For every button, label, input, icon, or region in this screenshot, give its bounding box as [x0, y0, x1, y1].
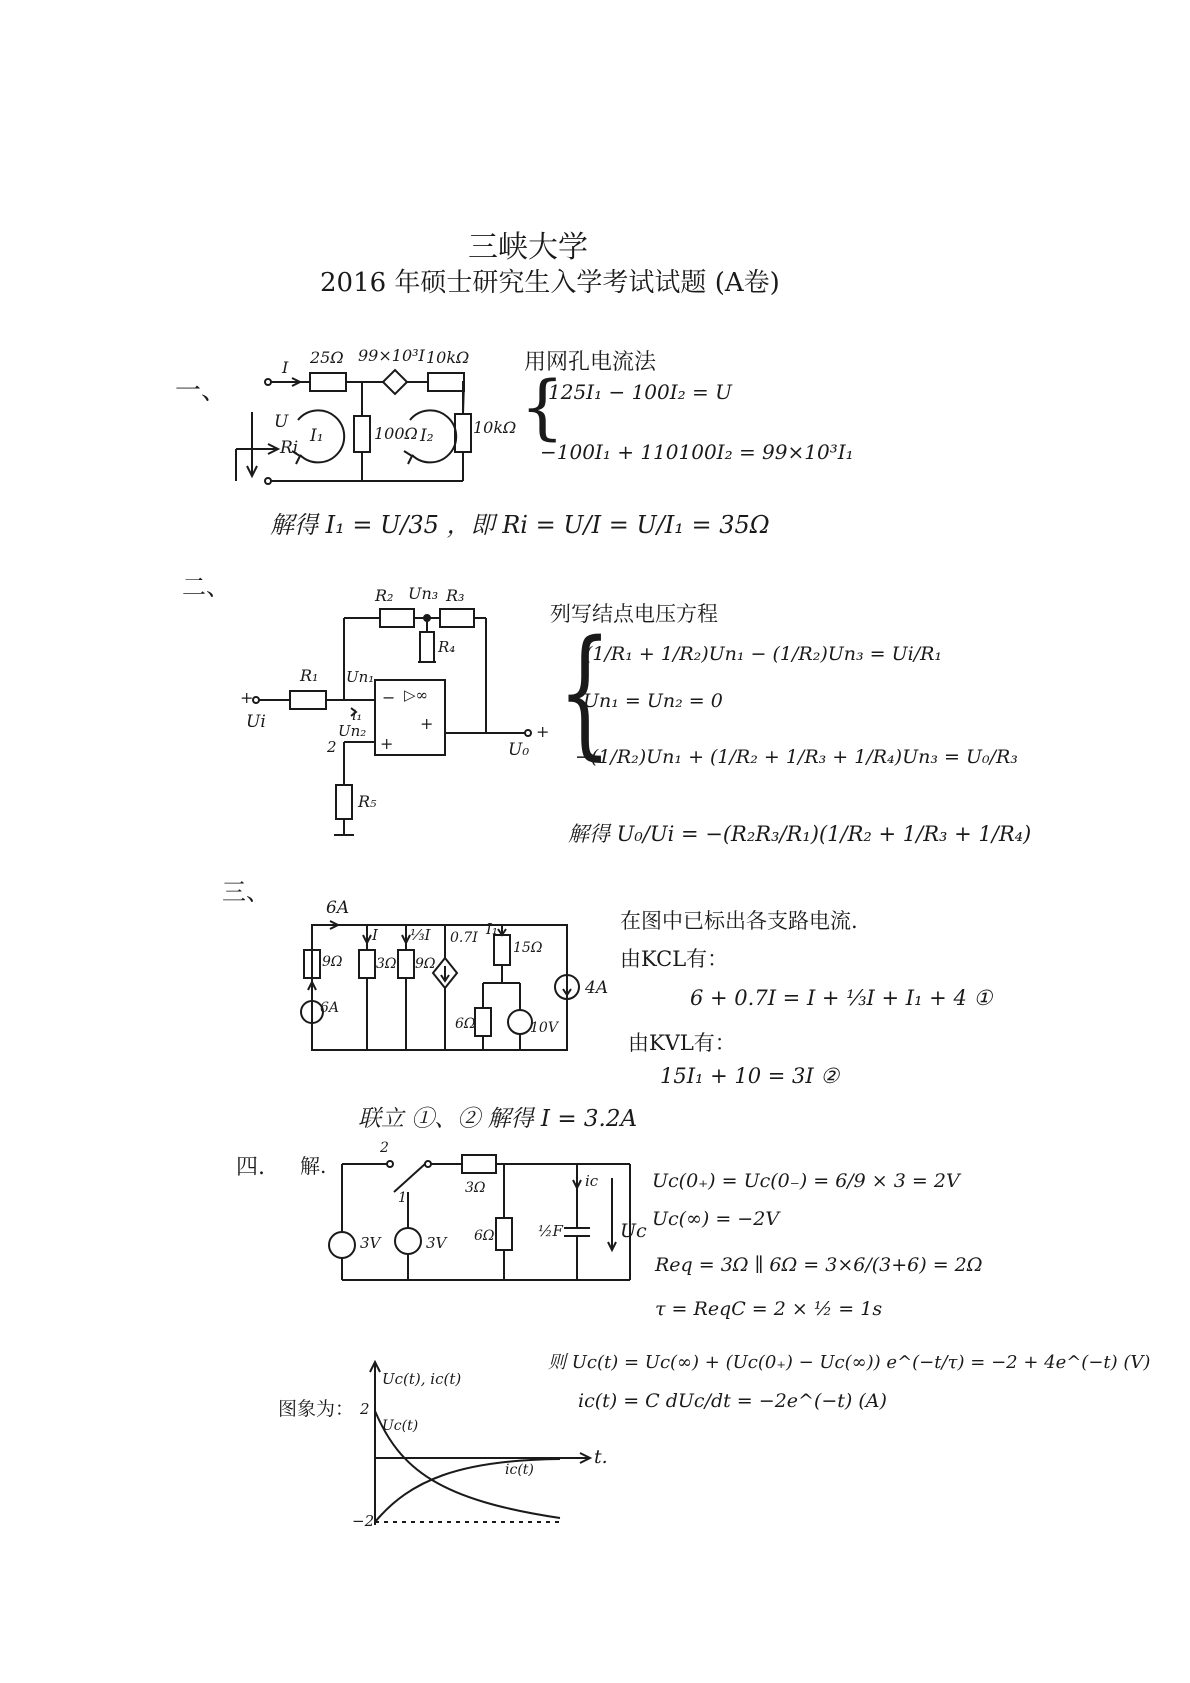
graph-ic-label: ic(t)	[505, 1462, 534, 1478]
q1-circuit	[236, 370, 471, 484]
q4-label-r3: 3Ω	[465, 1180, 486, 1196]
q3-result: 联立 ①、② 解得 I = 3.2A	[358, 1106, 638, 1132]
q2-label-r3: R₃	[446, 586, 465, 605]
q1-label-u: U	[274, 412, 289, 432]
q4-eq1: Uc(0₊) = Uc(0₋) = 6/9 × 3 = 2V	[652, 1170, 960, 1192]
graph-y2: 2	[360, 1400, 370, 1418]
q2-label-uo: U₀	[508, 740, 530, 760]
q2-label-r5: R₅	[358, 792, 377, 811]
q2-eq3: −(1/R₂)Un₁ + (1/R₂ + 1/R₃ + 1/R₄)Un₃ = U₀/R₃	[575, 746, 1018, 768]
q2-label-un2: Un₂	[338, 722, 367, 740]
q2-label-un1: Un₁	[346, 668, 375, 686]
q4-eq2: Uc(∞) = −2V	[652, 1208, 780, 1230]
q4-eq4: τ = ReqC = 2 × ½ = 1s	[655, 1298, 883, 1320]
q4-label-uc: Uc	[620, 1220, 647, 1242]
graph-intro: 图象为：	[278, 1398, 355, 1420]
q1-number: 一、	[175, 376, 228, 406]
q4-label-ic: ic	[585, 1172, 599, 1190]
q1-eq1: 125I₁ − 100I₂ = U	[548, 380, 732, 404]
q2-label-r2: R₂	[375, 586, 394, 605]
q2-label-minus-pin: −	[382, 688, 396, 707]
q1-label-source: 99×10³I	[358, 346, 425, 365]
q3-label-dep: 0.7I	[450, 930, 478, 946]
q2-label-r4: R₄	[438, 638, 456, 656]
q4-label-cap: ½F	[538, 1222, 563, 1240]
q3-label-r6: 6Ω	[455, 1016, 476, 1032]
q1-label-mesh2: I₂	[420, 426, 434, 446]
q2-label-r1: R₁	[300, 666, 319, 685]
q1-result: 解得 I₁ = U/35 ，即 Ri = U/I = U/I₁ = 35Ω	[270, 511, 770, 539]
q1-label-ri: Ri	[280, 438, 299, 458]
q3-label-c13: ⅓I	[410, 926, 431, 944]
graph-t-label: t.	[594, 1446, 608, 1468]
q4-label-v3b: 3V	[426, 1234, 447, 1252]
q4-label-r6: 6Ω	[474, 1228, 495, 1244]
q2-label-ui: Ui	[246, 712, 266, 732]
q2-label-plus-out: +	[536, 722, 550, 741]
q3-line1: 在图中已标出各支路电流.	[620, 909, 858, 933]
q2-label-un3: Un₃	[408, 584, 439, 603]
q4-sub: 解.	[300, 1154, 327, 1178]
q1-label-r2: 10kΩ	[426, 348, 470, 367]
q2-label-plus-pin2: +	[380, 734, 394, 753]
q3-label-ci1: I₁	[486, 920, 498, 938]
q4-label-v3a: 3V	[360, 1234, 381, 1252]
q3-line2: 由KCL有：	[620, 947, 729, 971]
q2-label-plus-pin: +	[420, 714, 434, 733]
q2-brace: {	[558, 611, 612, 774]
q2-label-inf: ▷∞	[404, 686, 429, 704]
q2-label-i1: i₁	[352, 708, 363, 724]
q2-result: 解得 U₀/Ui = −(R₂R₃/R₁)(1/R₂ + 1/R₃ + 1/R₄)	[568, 822, 1032, 846]
q4-eq3: Req = 3Ω ∥ 6Ω = 3×6/(3+6) = 2Ω	[655, 1254, 983, 1276]
q4-number: 四.	[236, 1155, 265, 1180]
q4-label-sw2: 2	[380, 1140, 389, 1156]
q3-line3: 由KVL有：	[628, 1031, 736, 1055]
q2-eq1: (1/R₁ + 1/R₂)Un₁ − (1/R₂)Un₃ = Ui/R₁	[585, 643, 943, 665]
q2-label-plus-in: +	[240, 688, 254, 707]
q3-label-ci: I	[372, 926, 378, 944]
q3-label-v10: 10V	[530, 1020, 558, 1036]
q3-label-r3: 3Ω	[376, 956, 397, 972]
school-title: 三峡大学	[468, 230, 588, 265]
q2-number: 二、	[182, 573, 230, 601]
q3-label-src4a: 4A	[585, 978, 609, 998]
q1-label-r1: 25Ω	[310, 348, 344, 367]
q3-eq2: 15I₁ + 10 = 3I ②	[660, 1064, 840, 1088]
q1-label-r3: 100Ω	[374, 424, 418, 443]
q1-method: 用网孔电流法	[524, 350, 657, 375]
q3-label-src6a: 6A	[320, 1000, 340, 1016]
q3-number: 三、	[222, 878, 270, 906]
q1-label-r4: 10kΩ	[473, 418, 517, 437]
graph-ylabel: Uc(t), ic(t)	[382, 1370, 462, 1388]
q4-label-sw1: 1	[398, 1190, 407, 1206]
q1-eq2: −100I₁ + 110100I₂ = 99×10³I₁	[540, 440, 854, 464]
q3-label-r9a: 9Ω	[322, 954, 343, 970]
exam-title: 2016 年硕士研究生入学考试试题 (A卷)	[320, 268, 780, 298]
q1-label-i: I	[282, 358, 289, 377]
graph-yneg2: −2	[352, 1512, 375, 1530]
q3-label-r15: 15Ω	[513, 940, 543, 956]
q4-eq5: 则 Uc(t) = Uc(∞) + (Uc(0₊) − Uc(∞)) e^(−t/τ) = −2 + 4e^(−t) (V)	[548, 1352, 1151, 1373]
q2-eq2: Un₁ = Un₂ = 0	[583, 690, 723, 712]
q3-label-r9b: 9Ω	[415, 956, 436, 972]
q4-eq6: ic(t) = C dUc/dt = −2e^(−t) (A)	[578, 1390, 887, 1412]
q1-label-mesh1: I₁	[310, 426, 324, 446]
q2-circuit	[253, 609, 531, 835]
graph-uc-label: Uc(t)	[382, 1418, 419, 1434]
q1-brace: {	[520, 366, 565, 448]
q2-method: 列写结点电压方程	[550, 602, 718, 626]
q3-eq1: 6 + 0.7I = I + ⅓I + I₁ + 4 ①	[690, 986, 993, 1010]
q2-label-node2: 2	[327, 738, 337, 756]
q3-label-top-current: 6A	[326, 898, 350, 918]
